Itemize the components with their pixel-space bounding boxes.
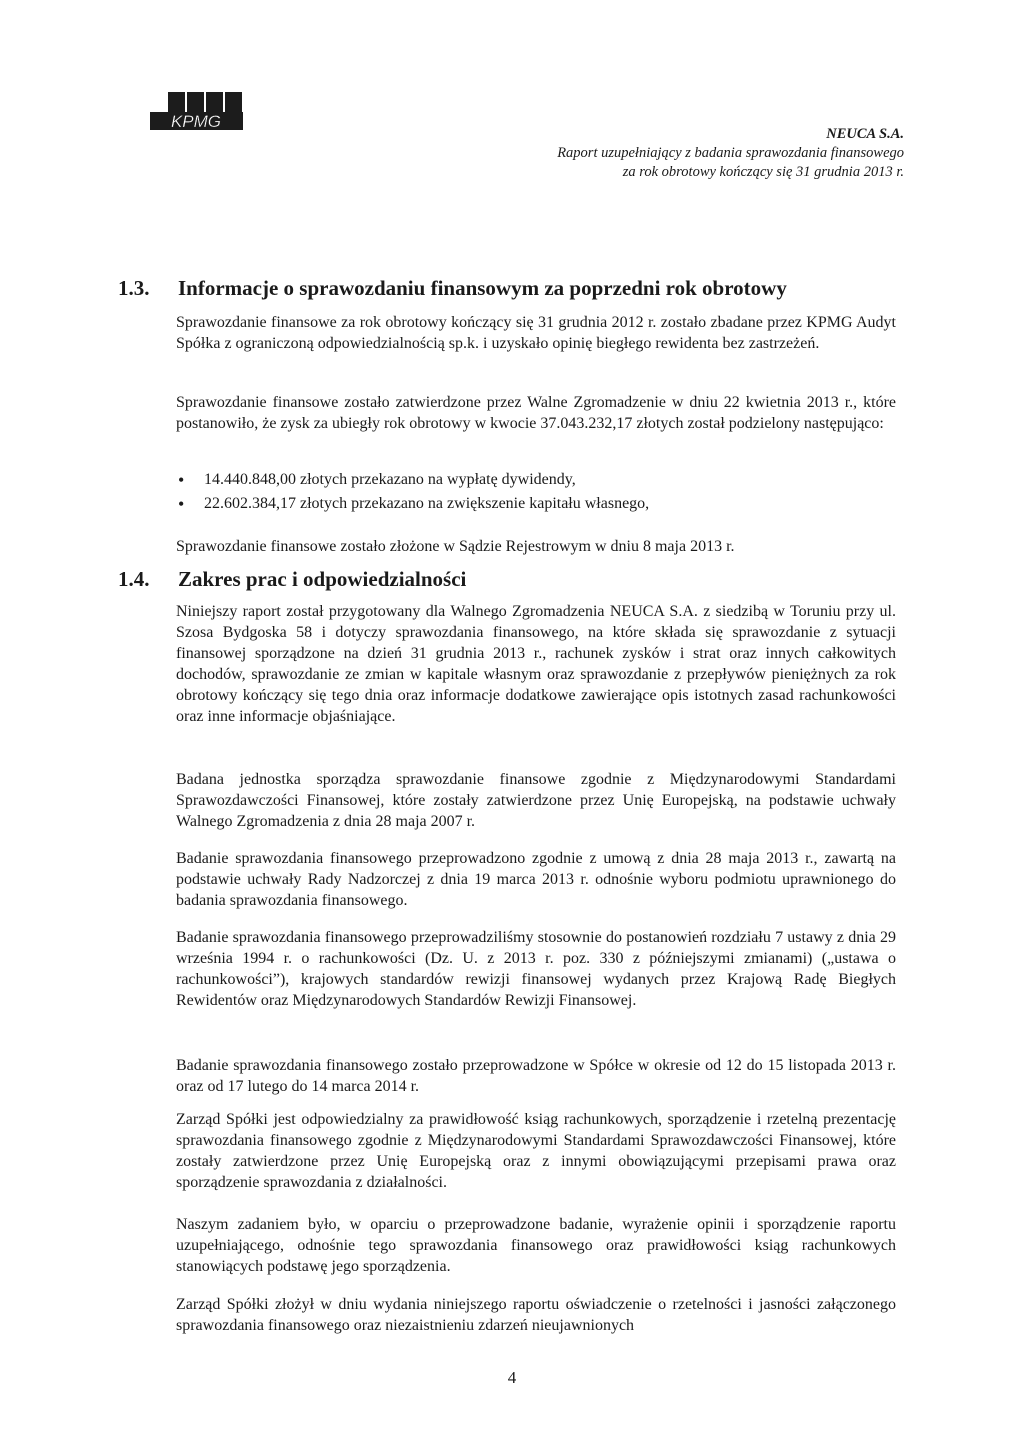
kpmg-logo-text: KPMG — [170, 112, 222, 130]
section-number: 1.4. — [118, 567, 150, 591]
list-item: • 14.440.848,00 złotych przekazano na wypłatę dywidendy, — [176, 468, 896, 492]
paragraph: Zarząd Spółki złożył w dniu wydania niniejszego raportu oświadczenie o rzetelności i jasności załączonego sprawozdania finansowego oraz niezaistnieniu zdarzeń nieujawnionych — [176, 1296, 896, 1334]
bullet-list — [176, 468, 896, 516]
section-number: 1.3. — [118, 276, 150, 300]
paragraph: Naszym zadaniem było, w oparciu o przeprowadzone badanie, wyrażenie opinii i sporządzenie raportu uzupełniającego, odnośnie tego sprawozdania finansowego oraz prawidłowości ksiąg rachunkowych stanowiących podstawę jego sporządzenia. — [176, 1216, 896, 1275]
paragraph: Sprawozdanie finansowe zostało zatwierdzone przez Walne Zgromadzenie w dniu 22 kwietnia 2013 r., które postanowiło, że zysk za ubiegły rok obrotowy w kwocie 37.043.232,17 złotych został podzielony następująco: — [176, 394, 896, 432]
kpmg-logo — [150, 92, 243, 130]
header-line-2: za rok obrotowy kończący się 31 grudnia 2013 r. — [622, 164, 904, 180]
paragraph: Zarząd Spółki jest odpowiedzialny za prawidłowość ksiąg rachunkowych, sporządzenie i rzetelną prezentację sprawozdania finansowego zgodnie z Międzynarodowymi Standardami Sprawozdawczości Finansowej, które zostały zatwierdzone przez Unię Europejską oraz z innymi obowiązującymi przepisami prawa oraz sporządzenie sprawozdania z działalności. — [176, 1111, 896, 1191]
paragraph: Badanie sprawozdania finansowego przeprowadzono zgodnie z umową z dnia 28 maja 2013 r., zawartą na podstawie uchwały Rady Nadzorczej z dnia 19 marca 2013 r. odnośnie wyboru podmiotu uprawnionego do badania sprawozdania finansowego. — [176, 850, 896, 909]
paragraph: Niniejszy raport został przygotowany dla Walnego Zgromadzenia NEUCA S.A. z siedzibą w Toruniu przy ul. Szosa Bydgoska 58 i dotyczy sprawozdania finansowego, na które składa się sprawozdanie z sytuacji finansowej sporządzone na dzień 31 grudnia 2013 r., rachunek zysków i strat oraz innych całkowitych dochodów, sprawozdanie ze zmian w kapitale własnym oraz sprawozdanie z przepływów pieniężnych za rok obrotowy kończący się tego dnia oraz informacje dodatkowe zawierające opis istotnych zasad rachunkowości oraz inne informacje objaśniające. — [176, 603, 896, 725]
header-line-1: Raport uzupełniający z badania sprawozdania finansowego — [557, 145, 904, 161]
running-header — [557, 125, 904, 182]
list-item: • 22.602.384,17 złotych przekazano na zwiększenie kapitału własnego, — [176, 492, 896, 516]
paragraph: Badanie sprawozdania finansowego zostało przeprowadzone w Spółce w okresie od 12 do 15 listopada 2013 r. oraz od 17 lutego do 14 marca 2014 r. — [176, 1057, 896, 1095]
paragraph: Sprawozdanie finansowe za rok obrotowy kończący się 31 grudnia 2012 r. zostało zbadane przez KPMG Audyt Spółka z ograniczoną odpowiedzialnością sp.k. i uzyskało opinię biegłego rewidenta bez zastrzeżeń. — [176, 314, 896, 352]
section-title: Zakres prac i odpowiedzialności — [178, 567, 467, 591]
header-company: NEUCA S.A. — [826, 126, 904, 142]
section-title: Informacje o sprawozdaniu finansowym za poprzedni rok obrotowy — [178, 276, 787, 300]
paragraph: Badana jednostka sporządza sprawozdanie finansowe zgodnie z Międzynarodowymi Standardami Sprawozdawczości Finansowej, które zostały zatwierdzone przez Unię Europejską, na podstawie uchwały Walnego Zgromadzenia z dnia 28 maja 2007 r. — [176, 771, 896, 830]
paragraph: Sprawozdanie finansowe zostało złożone w Sądzie Rejestrowym w dniu 8 maja 2013 r. — [176, 538, 735, 555]
paragraph: Badanie sprawozdania finansowego przeprowadziliśmy stosownie do postanowień rozdziału 7 ustawy z dnia 29 września 1994 r. o rachunkowości (Dz. U. z 2013 r. poz. 330 z późniejszymi zmianami) („ustawa o rachunkowości”), krajowych standardów rewizji finansowej wydanych przez Krajową Radę Biegłych Rewidentów oraz Międzynarodowych Standardów Rewizji Finansowej. — [176, 929, 896, 1009]
page-number: 4 — [507, 1368, 517, 1387]
